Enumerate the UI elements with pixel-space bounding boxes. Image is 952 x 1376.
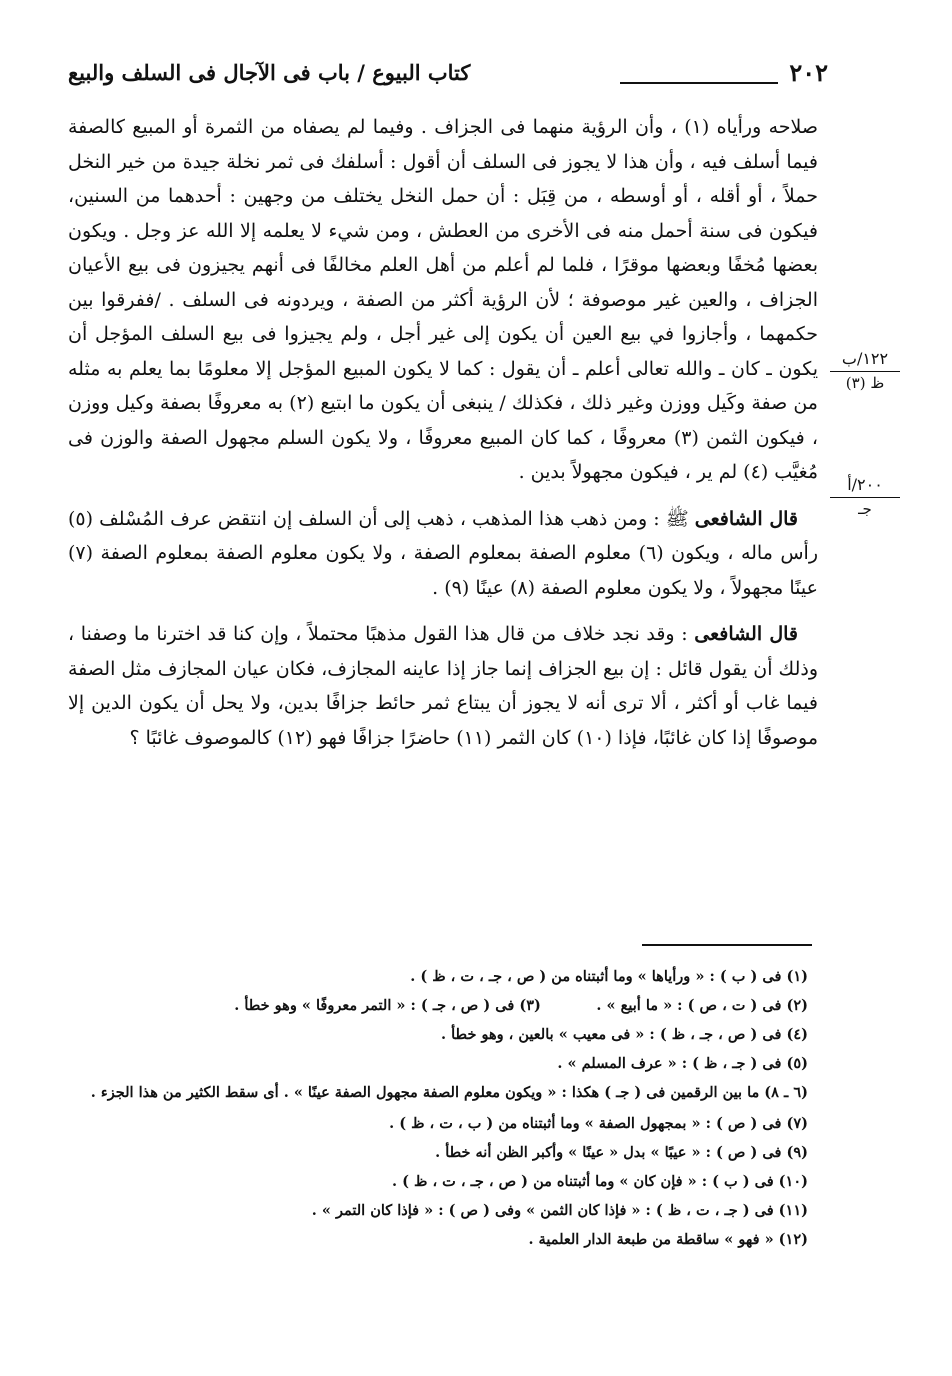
- running-header: [68, 58, 828, 98]
- footnote-separator: [642, 944, 812, 946]
- margin-siglum: ظ (٣): [845, 374, 885, 392]
- paragraph-2-text: : ومن ذهب هذا المذهب ، ذهب إلى أن السلف إن انتقض عرف المُسْلف (٥) رأس ماله ، ويكون (٦) معلوم الصفة بمعلوم الصفة ، ولا يكون معلوم الصفة بمعلوم الصفة (٧) عينًا مجهولاً ، ولا يكون معلوم الصفة (٨) عينًا (٩) .: [68, 507, 818, 599]
- margin-folio: ٢٠٠/أ: [830, 476, 900, 498]
- margin-folio: ١٢٢/ب: [830, 350, 900, 372]
- margin-manuscript-ref-2: [830, 476, 900, 518]
- speaker-label: قال الشافعى: [694, 623, 798, 645]
- margin-manuscript-ref-1: [830, 350, 900, 392]
- footnote: (٥) فى ( جـ ، ظ ) : « عرف المسلم » .: [557, 1055, 808, 1072]
- header-title: كتاب البيوع / باب فى الآجال فى السلف والبيع: [68, 60, 471, 85]
- footnote: (٤) فى ( ص ، جـ ، ظ ) : « فى معيب » بالعين ، وهو خطأ .: [441, 1026, 808, 1043]
- footnote: (٧) فى ( ص ) : « بمجهول الصفة » وما أثبتناه من ( ب ، ت ، ظ ) .: [389, 1115, 808, 1132]
- footnote: (١٠) فى ( ب ) : « فإن كان » وما أثبتناه من ( ص ، جـ ، ت ، ظ ) .: [391, 1173, 808, 1190]
- header-rule: [620, 82, 778, 84]
- speaker-label: قال الشافعى: [694, 507, 798, 530]
- page-number: ٢٠٢: [789, 58, 828, 87]
- margin-siglum: جـ: [858, 500, 872, 518]
- paragraph-2: [68, 502, 818, 606]
- paragraph-3-text: : وقد نجد خلاف من قال هذا القول مذهبًا محتملاً ، وإن كنا قد اخترنا ما وصفنا ، وذلك أن يقول قائل : إن بيع الجزاف إنما جاز إذا عاينه المجازف، فكان عيان المجازف مثل الصفة فيما غاب أو أكثر ، ألا ترى أنه لا يجوز أن يبتاع ثمر حائط جزافًا بدين، ولا يحل أن يكون الدين إلا موصوفًا إذا كان غائبًا، فإذا (١٠) كان الثمر (١١) حاضرًا جزافًا فهو (١٢) كالموصوف غائبًا ؟: [68, 623, 818, 749]
- footnote: (١) فى ( ب ) : « ورأياها » وما أثبتناه من ( ص ، جـ ، ت ، ظ ) .: [410, 968, 808, 985]
- honorific-glyph: ﷺ: [665, 507, 689, 530]
- footnote: (٢) فى ( ت ، ص ) : « ما أبيع » . (٣) فى ( ص ، جـ ) : « التمر معروفًا » وهو خطأ .: [234, 997, 808, 1014]
- footnotes: [68, 962, 808, 1254]
- paragraph-3: [68, 617, 818, 755]
- footnote: (١١) فى ( جـ ، ت ، ظ ) : « فإذا كان الثمن » وفى ( ص ) : « فإذا كان التمر » .: [311, 1202, 808, 1219]
- footnote: (٩) فى ( ص ) : « عيبًا » بدل « عينًا » وأكبر الظن أنه خطأ .: [435, 1144, 808, 1161]
- main-text: [68, 110, 818, 767]
- footnote: (١٢) « فهو » ساقطة من طبعة الدار العلمية .: [528, 1231, 808, 1248]
- paragraph-1: صلاحه ورأياه (١) ، وأن الرؤية منهما فى الجزاف . وفيما لم يصفاه من الثمرة أو المبيع كالصفة فيما أسلف فيه ، وأن هذا لا يجوز فى السلف أن أقول : أسلفك فى ثمر نخلة جيدة من خير النخل حملاً ، أو أقله ، أو أوسطه ، من قِبَل : أن حمل النخل يختلف من وجهين : أحدهما من السنين، فيكون فى سنة أحمل منه فى الأخرى من العطش ، ومن شيء لا يعلمه إلا الله عز وجل . ويكون بعضها مُخفًا وبعضها موقرًا ، فلما لم أعلم من أهل العلم مخالفًا فى أنهم يجيزون فى بيع الأعيان الجزاف ، والعين غير موصوفة ؛ لأن الرؤية أكثر من الصفة ، ويردونه فى السلف . /ففرقوا بين حكمهما ، وأجازوا في بيع العين أن يكون إلى غير أجل ، ولم يجيزوا فى بيع السلف المؤجل أن يكون ـ كان ـ والله تعالى أعلم ـ أن يقول : كما لا يكون المبيع المؤجل إلا معلومًا بما يعلم به مثله من صفة وكَيل ووزن وغير ذلك ، فكذلك / ينبغى أن يكون ما ابتيع (٢) به معروفًا بصفة وكيل ووزن ، فيكون الثمن (٣) معروفًا ، كما كان المبيع معروفًا ، ولا يكون السلم مجهول الصفة والوزن فى مُغيَّب (٤) لم ير ، فيكون مجهولاً بدين .: [68, 116, 818, 483]
- footnote: (٦ ـ ٨) ما بين الرقمين فى ( جـ ) هكذا : « ويكون معلوم الصفة مجهول الصفة عينًا » . أى سقط الكثير من هذا الجزء .: [90, 1084, 808, 1101]
